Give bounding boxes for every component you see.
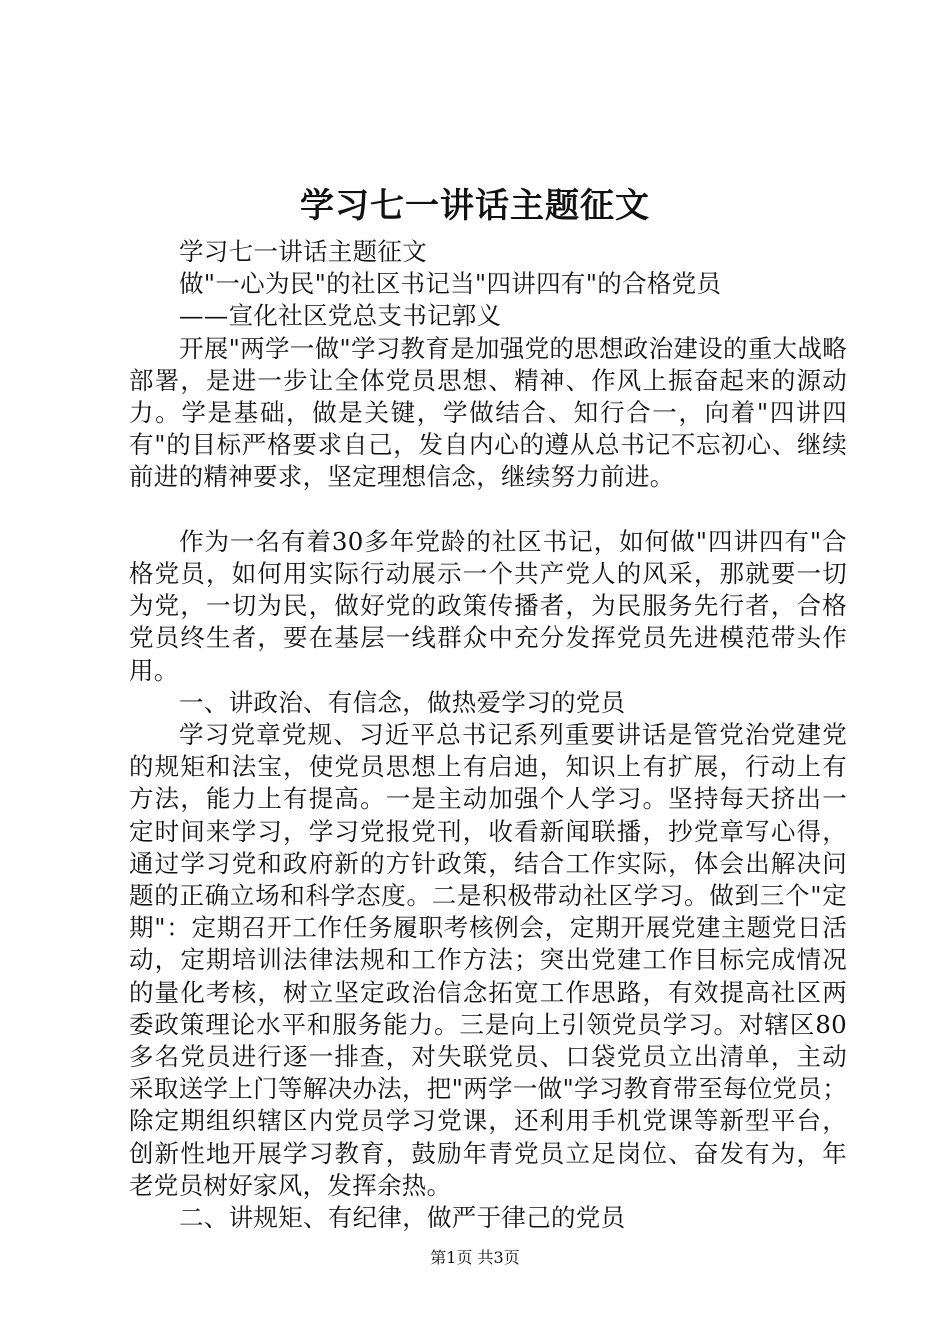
page-footer: 第1页 共3页 — [430, 1248, 520, 1267]
article-heading: 做"一心为民"的社区书记当"四讲四有"的合格党员 — [179, 269, 722, 299]
section-body-1: 学习党章党规、习近平总书记系列重要讲话是管党治党建党的规矩和法宝，使党员思想上有启迪，知识上有扩展，行动上有方法，能力上有提高。一是主动加强个人学习。坚持每天挤出一定时间来学习，学习党报党刊，收看新闻联播，抄党章写心得，通过学习党和政府新的方针政策，结合工作实际，体会出解决问题的正确立场和科学态度。二是积极带动社区学习。做到三个"定期"：定期召开工作任务履职考核例会，定期开展党建主题党日活动，定期培训法律法规和工作方法；突出党建工作目标完成情况的量化考核，树立坚定政治信念拓宽工作思路，有效提高社区两委政策理论水平和服务能力。三是向上引领党员学习。对辖区80多名党员进行逐一排查，对失联党员、口袋党员立出清单，主动采取送学上门等解决办法，把"两学一做"学习教育带至每位党员；除定期组织辖区内党员学习党课，还利用手机党课等新型平台，创新性地开展学习教育，鼓励年青党员立足岗位、奋发有为，年老党员树好家风，发挥余热。 — [129, 720, 847, 1200]
paragraph-intro: 开展"两学一做"学习教育是加强党的思想政治建设的重大战略部署，是进一步让全体党员思想、精神、作风上振奋起来的源动力。学是基础，做是关键，学做结合、知行合一，向着"四讲四有"的目标严格要求自己，发自内心的遵从总书记不忘初心、继续前进的精神要求，坚定理想信念，继续努力前进。 — [129, 333, 847, 492]
document-subtitle: 学习七一讲话主题征文 — [179, 237, 427, 266]
section-heading-1: 一、讲政治、有信念，做热爱学习的党员 — [179, 687, 626, 717]
article-byline: ——宣化社区党总支书记郭义 — [179, 301, 502, 331]
document-body — [129, 236, 847, 1234]
paragraph-role: 作为一名有着30多年党龄的社区书记，如何做"四讲四有"合格党员，如何用实际行动展示一个共产党人的风采，那就要一切为党，一切为民，做好党的政策传播者，为民服务先行者，合格党员终生者，要在基层一线群众中充分发挥党员先进模范带头作用。 — [129, 526, 847, 685]
page-title: 学习七一讲话主题征文 — [300, 186, 650, 226]
section-heading-2: 二、讲规矩、有纪律，做严于律己的党员 — [179, 1203, 626, 1233]
blank-line — [129, 494, 847, 526]
